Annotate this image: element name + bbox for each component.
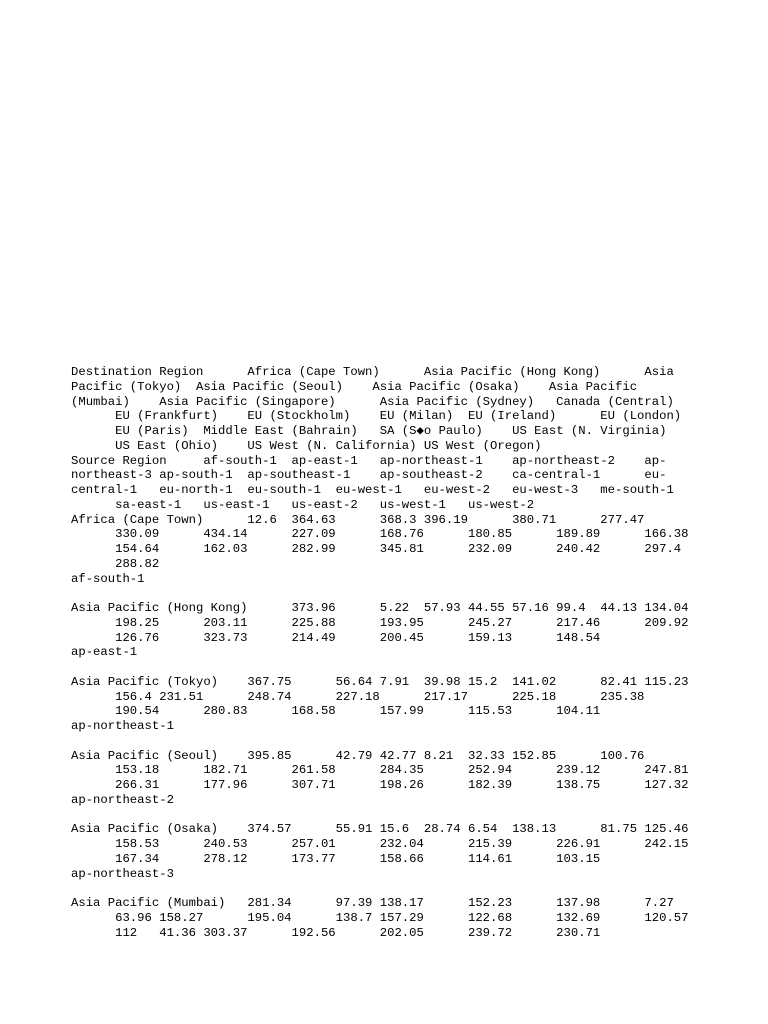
record-line: 198.25 203.11 225.88 193.95 245.27 217.46 209.92 (71, 615, 689, 630)
header-line: Pacific (Tokyo) Asia Pacific (Seoul) Asia Pacific (Osaka) Asia Pacific (71, 379, 638, 394)
header-line: EU (Frankfurt) EU (Stockholm) EU (Milan) EU (Ireland) EU (London) (71, 409, 682, 424)
record-line: 190.54 280.83 168.58 157.99 115.53 104.11 (71, 704, 601, 719)
header-line: Source Region af-south-1 ap-east-1 ap-northeast-1 ap-northeast-2 ap- (71, 453, 667, 468)
data-record-ap-northeast-3 (71, 822, 711, 896)
record-line: 112 41.36 303.37 192.56 202.05 239.72 230.71 (71, 925, 601, 940)
record-line: 330.09 434.14 227.09 168.76 180.85 189.89 166.38 (71, 527, 689, 542)
header-line: (Mumbai) Asia Pacific (Singapore) Asia Pacific (Sydney) Canada (Central) (71, 394, 674, 409)
record-line: Asia Pacific (Seoul) 395.85 42.79 42.77 8.21 32.33 152.85 100.76 (71, 748, 645, 763)
data-record-af-south-1 (71, 513, 711, 602)
record-line: Africa (Cape Town) 12.6 364.63 368.3 396.19 380.71 277.47 (71, 512, 645, 527)
data-record-ap-northeast-1 (71, 675, 711, 749)
region-code: af-south-1 (71, 571, 145, 586)
header-line: northeast-3 ap-south-1 ap-southeast-1 ap-southeast-2 ca-central-1 eu- (71, 468, 667, 483)
record-line: Asia Pacific (Tokyo) 367.75 56.64 7.91 39.98 15.2 141.02 82.41 115.23 (71, 674, 689, 689)
column-header-block (71, 365, 711, 513)
record-line: 156.4 231.51 248.74 227.18 217.17 225.18 235.38 (71, 689, 645, 704)
data-record-ap-south-1 (71, 896, 711, 940)
record-line: Asia Pacific (Hong Kong) 373.96 5.22 57.93 44.55 57.16 99.4 44.13 134.04 (71, 601, 689, 615)
region-code: ap-northeast-2 (71, 792, 174, 807)
record-line: Asia Pacific (Mumbai) 281.34 97.39 138.17 152.23 137.98 7.27 (71, 896, 674, 910)
header-line: US East (Ohio) US West (N. California) US West (Oregon) (71, 438, 542, 453)
header-line: Destination Region Africa (Cape Town) Asia Pacific (Hong Kong) Asia (71, 365, 674, 379)
record-line: 154.64 162.03 282.99 345.81 232.09 240.42 297.4 (71, 542, 682, 556)
region-code: ap-northeast-1 (71, 719, 174, 733)
record-line: 266.31 177.96 307.71 198.26 182.39 138.75 127.32 (71, 778, 689, 792)
record-line: 126.76 323.73 214.49 200.45 159.13 148.54 (71, 630, 601, 645)
record-separator (71, 586, 711, 601)
record-line: Asia Pacific (Osaka) 374.57 55.91 15.6 28.74 6.54 138.13 81.75 125.46 (71, 822, 689, 837)
record-line: 158.53 240.53 257.01 232.04 215.39 226.91 242.15 (71, 837, 689, 851)
record-line: 153.18 182.71 261.58 284.35 252.94 239.12 247.81 (71, 763, 689, 778)
record-separator (71, 660, 711, 675)
header-line: central-1 eu-north-1 eu-south-1 eu-west-1 eu-west-2 eu-west-3 me-south-1 (71, 483, 674, 497)
region-code: ap-northeast-3 (71, 866, 174, 881)
header-line: sa-east-1 us-east-1 us-east-2 us-west-1 us-west-2 (71, 497, 535, 512)
record-separator (71, 808, 711, 823)
record-line: 288.82 (71, 556, 160, 571)
header-line: EU (Paris) Middle East (Bahrain) SA (S◆o Paulo) US East (N. Virginia) (71, 424, 667, 438)
record-separator (71, 734, 711, 749)
region-code: ap-east-1 (71, 645, 138, 660)
data-record-ap-northeast-2 (71, 749, 711, 823)
record-line: 63.96 158.27 195.04 138.7 157.29 122.68 132.69 120.57 (71, 910, 689, 925)
record-line: 167.34 278.12 173.77 158.66 114.61 103.15 (71, 851, 601, 866)
data-record-ap-east-1 (71, 601, 711, 675)
latency-document (71, 365, 711, 940)
record-separator (71, 881, 711, 896)
